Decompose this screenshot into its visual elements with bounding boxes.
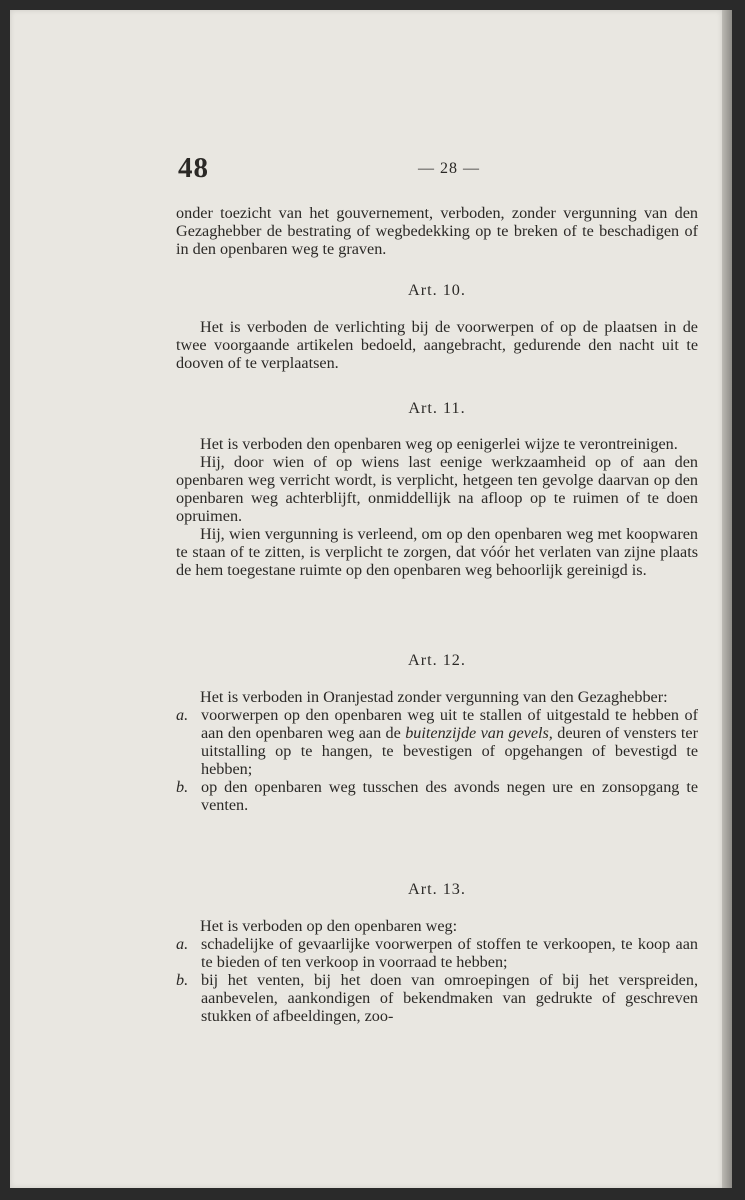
art12-item-a (176, 706, 698, 778)
art11-paragraph-1: Het is verboden den openbaren weg op eenigerlei wijze te verontreinigen. (200, 435, 678, 453)
intro-paragraph (176, 204, 698, 258)
art10-paragraph-1: Het is verboden de verlichting bij de voorwerpen of op de plaatsen in de twee voorgaande artikelen bedoeld, aangebracht, gedurende den nacht uit te dooven of te verplaatsen. (176, 318, 698, 372)
art11-body (176, 435, 698, 579)
art13-body (176, 917, 698, 1025)
art13-item-b-text: bij het venten, bij het doen van omroepingen of bij het verspreiden, aanbevelen, aankondigen of bekendmaken van gedrukte of geschreven stukken of afbeeldingen, zoo- (201, 971, 698, 1025)
art11-heading: Art. 11. (408, 399, 466, 417)
art12-item-a-label: a. (176, 706, 189, 724)
art12-item-a-italic: buitenzijde van gevels, (405, 724, 553, 742)
art10-body (176, 318, 698, 372)
art13-item-a (176, 935, 698, 971)
art12-item-b-label: b. (176, 778, 189, 796)
page-edge (722, 10, 732, 1188)
art12-item-a-text-1: voorwerpen op den openbaren weg uit te stallen of uitgestald te hebben of aan den openbaren weg aan de (201, 706, 698, 742)
art12-body (176, 688, 698, 814)
art11-paragraph-3: Hij, wien vergunning is verleend, om op den openbaren weg met koopwaren te staan of te zitten, is verplicht te zorgen, dat vóór het verlaten van zijne plaats de hem toegestane ruimte op den openbaren weg behoorlijk gereinigd is. (176, 525, 698, 579)
art12-item-a-text-2: deuren of vensters ter uitstalling op te hangen, te bevestigen of opgehangen of bevestigd te hebben; (201, 724, 698, 778)
intro-text: onder toezicht van het gouvernement, verboden, zonder vergunning van den Gezaghebber de bestrating of wegbedekking op te breken of te beschadigen of in den openbaren weg te graven. (176, 204, 698, 258)
art12-item-b (176, 778, 698, 814)
art13-paragraph-1: Het is verboden op den openbaren weg: (200, 917, 458, 935)
art13-item-b (176, 971, 698, 1025)
art12-item-b-text: op den openbaren weg tusschen des avonds negen ure en zonsopgang te venten. (201, 778, 698, 814)
art13-heading: Art. 13. (408, 880, 466, 898)
art12-heading: Art. 12. (408, 651, 466, 669)
art10-heading: Art. 10. (408, 281, 466, 299)
page-number: 48 (178, 152, 209, 184)
art13-item-b-label: b. (176, 971, 189, 989)
art13-item-a-text: schadelijke of gevaarlijke voorwerpen of stoffen te verkoopen, te koop aan te bieden of ten verkoop in voorraad te hebben; (201, 935, 698, 971)
art12-paragraph-1: Het is verboden in Oranjestad zonder vergunning van den Gezaghebber: (200, 688, 668, 706)
running-head: — 28 — (418, 160, 480, 177)
art11-paragraph-2: Hij, door wien of op wiens last eenige werkzaamheid op of aan den openbaren weg verricht wordt, is verplicht, hetgeen ten gevolge daarvan op den openbaren weg achterblijft, onmiddellijk na afloop op te ruimen of te doen opruimen. (176, 453, 698, 525)
art13-item-a-label: a. (176, 935, 189, 953)
